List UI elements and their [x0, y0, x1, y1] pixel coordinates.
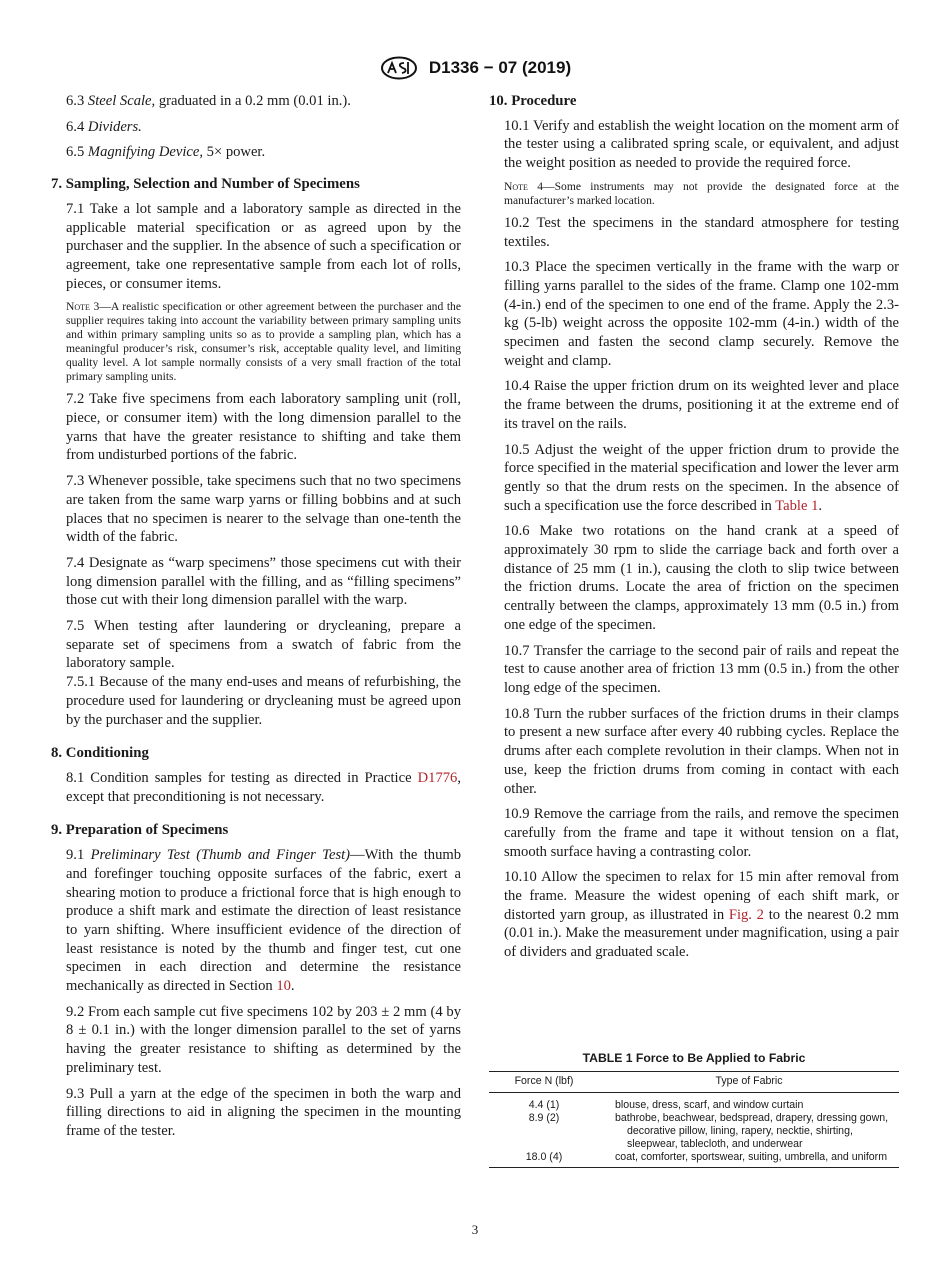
table-cell-force: 18.0 (4) [489, 1151, 599, 1168]
heading-9: 9. Preparation of Specimens [51, 822, 229, 839]
section-9-2: 9.2 From each sample cut five specimens 102 by 203 ± 2 mm (4 by 8 ± 0.1 in.) with the longer dimension parallel to the set of yarns having the greater resistance to shifting as determined by the preliminary test. [66, 1003, 461, 1076]
link-table-1[interactable]: Table 1 [775, 497, 819, 514]
table-cell-type: bathrobe, beachwear, bedspread, drapery, dressing gown, decorative pillow, lining, rapery, necktie, shirting, sleepwear, tablecloth, and underwear [615, 1112, 889, 1150]
section-7-1: 7.1 Take a lot sample and a laboratory sample as directed in the applicable material specification or as agreed upon by the purchaser and the supplier. In the absence of such a specification or agreement, take one representative sample from each lot of rolls, pieces, or consumer items. [66, 200, 461, 292]
section-8-1: 8.1 Condition samples for testing as directed in Practice D1776, except that preconditioning is not necessary. [66, 769, 461, 805]
section-10-4: 10.4 Raise the upper friction drum on its weighted lever and place the frame between the drums, positioning it at the extreme end of its travel on the rails. [504, 378, 899, 432]
section-7-3: 7.3 Whenever possible, take specimens such that no two specimens are taken from the same warp yarns or filling bobbins and at such places that no specimen is nearer to the selvage than one-tenth the width of the fabric. [66, 473, 461, 546]
section-9-1: 9.1 Preliminary Test (Thumb and Finger Test)—With the thumb and forefinger touching opposite surfaces of the fabric, exert a shearing motion to produce a frictional force that is high enough to produce a shift mark and estimate the direction of least resistance to yarn shifting. Where insufficient evidence of the direction of least resistance is noted by the thumb and finger test, cut one specimen in each direction and determine the resistance mechanically as directed in Section 10. [66, 847, 462, 995]
section-10-6: 10.6 Make two rotations on the hand crank at a speed of approximately 30 rpm to slide the carriage back and forth over a distance of 25 mm (1 in.), causing the cloth to slip twice between the friction drums. Locate the area of friction on the specimen centrally between the clamps, approximately 13 mm (0.5 in.) from one edge of the specimen. [504, 523, 899, 633]
section-7-2: 7.2 Take five specimens from each laboratory sampling unit (roll, piece, or consumer item) with the long dimension parallel to the yarns that have the greater resistance to shifting and take them from undisturbed portions of the fabric. [66, 391, 461, 464]
section-10-3: 10.3 Place the specimen vertically in the frame with the warp or filling yarns parallel to the sides of the frame. Clamp one 102-mm (4-in.) end of the specimen to one end of the frame. Apply the 2.3-kg (5-lb) weight across the opposite 102-mm (4-in.) width of the specimen and fasten the second clamp securely. Remove the weight and clamp. [504, 259, 899, 369]
heading-10: 10. Procedure [489, 93, 577, 109]
link-fig-2[interactable]: Fig. 2 [728, 906, 764, 923]
table-header-type: Type of Fabric [599, 1072, 899, 1093]
table-1 [489, 1052, 899, 1168]
table-cell-type: coat, comforter, sportswear, suiting, umbrella, and uniform [599, 1151, 899, 1168]
section-9-3: 9.3 Pull a yarn at the edge of the specimen in both the warp and filling directions to aid in aligning the specimen in the mounting frame of the tester. [66, 1085, 461, 1139]
right-column [489, 92, 899, 969]
page-header [0, 56, 950, 84]
section-7-5: 7.5 When testing after laundering or drycleaning, prepare a separate set of specimens from a swatch of fabric from the laboratory sample. [66, 618, 461, 672]
force-table [489, 1071, 899, 1168]
astm-logo-icon [379, 56, 419, 80]
table-cell-type: blouse, dress, scarf, and window curtain [615, 1099, 804, 1111]
table-cell-force: 4.4 (1) [528, 1099, 560, 1111]
section-10-9: 10.9 Remove the carriage from the rails, and remove the specimen carefully from the frame and tape it without tension on a flat, smooth surface having a contrasting color. [504, 806, 899, 860]
note-4: Note 4—Some instruments may not provide the designated force at the manufacturer’s marked location. [504, 179, 899, 207]
section-10-8: 10.8 Turn the rubber surfaces of the friction drums in their clamps to present a new surface after every 40 rubbing cycles. Replace the drums after each complete revolution in their clamps. When not in use, keep the friction drums from coming in contact with each other. [504, 705, 899, 797]
section-10-7: 10.7 Transfer the carriage to the second pair of rails and repeat the test to cause another area of friction 13 mm (0.5 in.) from the other long edge of the specimen. [504, 642, 899, 696]
section-6-3: 6.3 Steel Scale, graduated in a 0.2 mm (0.01 in.). [66, 93, 351, 109]
section-7-4: 7.4 Designate as “warp specimens” those specimens cut with their long dimension parallel with the filling, and as “filling specimens” those cut with their long dimension parallel with the warp. [66, 554, 461, 609]
table-cell-force: 8.9 (2) [528, 1112, 560, 1124]
document-id: D1336 − 07 (2019) [428, 58, 572, 77]
link-d1776[interactable]: D1776 [417, 769, 458, 786]
heading-7: 7. Sampling, Selection and Number of Specimens [51, 176, 360, 193]
heading-8: 8. Conditioning [51, 745, 149, 762]
section-7-5-1: 7.5.1 Because of the many end-uses and means of refurbishing, the procedure used for laundering or drycleaning must be agreed upon by the purchaser and the supplier. [66, 674, 461, 728]
table-row [489, 1151, 899, 1168]
table-row [489, 1093, 899, 1113]
link-section-10[interactable]: 10 [276, 978, 291, 995]
left-column [51, 92, 461, 1148]
section-10-10: 10.10 Allow the specimen to relax for 15 min after removal from the frame. Measure the widest opening of each shift mark, or distorted yarn group, as illustrated in Fig. 2 to the nearest 0.2 mm (0.01 in.). Make the measurement under magnification, using a pair of dividers and graduated scale. [504, 869, 899, 961]
table-title: TABLE 1 Force to Be Applied to Fabric [582, 1051, 806, 1065]
section-6-4: 6.4 Dividers. [66, 118, 142, 135]
table-row [489, 1112, 899, 1151]
note-3: Note 3—A realistic specification or other agreement between the purchaser and the supplier requires taking into account the variability between primary sampling units and within primary sampling units so as to provide a sampling plan, which has a meaningful producer’s risk, consumer’s risk, acceptable quality level, and limiting quality level. A lot sample normally consists of a very small fraction of the total primary sampling units. [66, 300, 461, 384]
section-6-5: 6.5 Magnifying Device, 5× power. [66, 144, 266, 161]
section-10-2: 10.2 Test the specimens in the standard atmosphere for testing textiles. [504, 214, 899, 250]
section-10-5: 10.5 Adjust the weight of the upper friction drum to provide the force specified in the material specification and lower the lever arm gently so that the drum rests on the specimen. In the absence of such a specification use the force described in Table 1. [504, 441, 899, 514]
section-10-1: 10.1 Verify and establish the weight location on the moment arm of the tester using a calibrated spring scale, or equivalent, and adjust the weight position as needed to provide the required force. [504, 117, 899, 172]
table-header-force: Force N (lbf) [489, 1072, 599, 1093]
page-number: 3 [471, 1222, 479, 1237]
